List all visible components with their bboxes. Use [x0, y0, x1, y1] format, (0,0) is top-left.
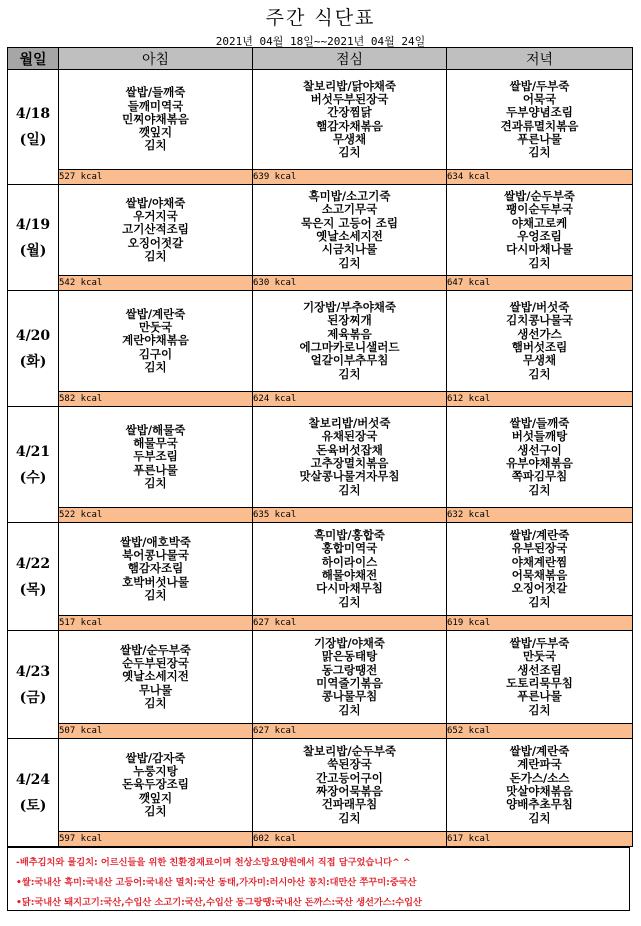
header-row [8, 48, 633, 70]
menu-item: 쌀밥/계란죽 [509, 744, 570, 759]
menu-item: 버섯두부된장국 [310, 91, 389, 106]
breakfast-cell [59, 291, 253, 392]
header-dinner: 저녁 [447, 48, 633, 70]
menu-item: 맛살콩나물겨자무침 [299, 469, 400, 484]
dinner-cell [447, 407, 633, 508]
menu-item: 누룽지탕 [133, 764, 178, 779]
breakfast-cell [59, 631, 253, 724]
menu-item: 쌀밥/감자죽 [125, 750, 186, 765]
menu-item: 기장밥/부추야채죽 [302, 300, 397, 315]
weekday-label: (금) [19, 689, 47, 706]
menu-item: 기장밥/야채죽 [314, 636, 385, 651]
day-row [8, 185, 633, 276]
kcal-value: 634 kcal [447, 170, 633, 185]
kcal-value: 635 kcal [253, 508, 447, 523]
menu-item: 유채된장국 [321, 429, 378, 444]
kcal-value: 652 kcal [447, 724, 633, 739]
menu-item: 팽이순두부국 [506, 202, 573, 217]
menu-item: 얼갈이부추무침 [310, 353, 389, 368]
menu-item: 양배추초무침 [506, 797, 573, 812]
lunch-cell [253, 291, 447, 392]
menu-item: 다시마채무침 [316, 581, 383, 596]
menu-item: 콩나물무침 [321, 689, 378, 704]
menu-item: 쌀밥/들깨죽 [125, 85, 186, 100]
menu-item: 간장찜닭 [327, 105, 372, 120]
kcal-value: 522 kcal [59, 508, 253, 523]
menu-item: 오징어젓갈 [511, 581, 568, 596]
day-row [8, 523, 633, 616]
menu-item: 쌀밥/두부죽 [509, 636, 570, 651]
kcal-value: 624 kcal [253, 392, 447, 407]
weekday-label: (토) [19, 797, 47, 814]
menu-item: 김치 [528, 810, 551, 825]
menu-item: 만둣국 [522, 649, 557, 664]
menu-item: 김치 [338, 366, 361, 381]
menu-item: 우엉조림 [517, 229, 562, 243]
menu-item: 김치 [528, 255, 551, 270]
date-cell [8, 185, 59, 291]
menu-item: 김치 [144, 587, 167, 602]
kcal-value: 527 kcal [59, 170, 253, 185]
menu-item: 김치 [144, 359, 167, 374]
menu-item: 쌀밥/계란죽 [125, 306, 186, 321]
menu-item: 해물무국 [133, 436, 178, 451]
kcal-value: 619 kcal [447, 616, 633, 631]
menu-item: 계란야채볶음 [122, 333, 189, 348]
kcal-row [8, 508, 633, 523]
menu-item: 흑미밥/소고기죽 [308, 189, 391, 204]
menu-item: 된장찌개 [327, 313, 372, 328]
menu-item: 두부양념조림 [506, 105, 573, 120]
date-label: 4/22 [15, 555, 51, 572]
menu-item: 오징어젓갈 [127, 235, 184, 250]
menu-item: 버섯들깨탕 [511, 429, 568, 444]
lunch-cell [253, 523, 447, 616]
day-row [8, 291, 633, 392]
menu-item: 푸른나물 [517, 131, 562, 146]
breakfast-cell [59, 739, 253, 832]
menu-item: 생선가스 [517, 326, 562, 341]
weekday-label: (월) [19, 242, 47, 259]
menu-item: 김치 [144, 248, 167, 263]
menu-item: 야채계란찜 [511, 554, 568, 569]
menu-item: 김치 [338, 810, 361, 825]
menu-item: 야채고로케 [511, 215, 568, 230]
date-label: 4/19 [15, 216, 51, 233]
kcal-value: 612 kcal [447, 392, 633, 407]
note-origin-1: •쌀:국내산 흑미:국내산 고등어:국내산 멸치:국산 동태,가자미:러시아산 꽁치:대만산 쭈꾸미:중국산 [16, 877, 417, 888]
menu-item: 깻잎지 [138, 125, 173, 140]
menu-item: 북어콩나물국 [122, 548, 189, 563]
menu-item: 유부야채볶음 [506, 456, 573, 470]
menu-item: 쌀밥/애호박죽 [120, 534, 191, 549]
day-row [8, 407, 633, 508]
page-title: 주간 식단표 [265, 7, 376, 29]
weekday-label: (일) [19, 132, 47, 148]
menu-item: 무생채 [522, 353, 557, 368]
breakfast-cell [59, 407, 253, 508]
breakfast-cell [59, 523, 253, 616]
date-cell [8, 631, 59, 739]
menu-item: 햄감자조림 [127, 561, 184, 576]
menu-item: 김치 [528, 594, 551, 609]
menu-item: 쌀밥/들깨죽 [509, 416, 570, 431]
date-range: 2021년 04월 18일~~2021년 04월 24일 [215, 35, 426, 48]
menu-item: 돈가스/소스 [509, 770, 570, 785]
kcal-row [8, 832, 633, 847]
menu-item: 건파래무침 [321, 797, 378, 812]
menu-item: 옛날소세지전 [316, 229, 383, 243]
day-row [8, 739, 633, 832]
menu-item: 맛살야채볶음 [506, 784, 573, 798]
menu-item: 미역줄기볶음 [316, 676, 383, 690]
menu-item: 김치 [144, 695, 167, 710]
menu-item: 돈육버섯잡채 [316, 442, 383, 457]
kcal-row [8, 724, 633, 739]
menu-item: 에그마카로니샐러드 [299, 340, 400, 354]
dinner-cell [447, 185, 633, 276]
kcal-value: 582 kcal [59, 392, 253, 407]
kcal-value: 630 kcal [253, 276, 447, 291]
menu-item: 도토리묵무침 [506, 676, 573, 690]
menu-item: 김치 [144, 475, 167, 490]
menu-item: 만둣국 [138, 320, 173, 335]
menu-item: 짜장어묵볶음 [316, 784, 383, 798]
kcal-value: 627 kcal [253, 724, 447, 739]
menu-item: 쌀밥/순두부죽 [120, 642, 191, 657]
menu-item: 소고기무국 [321, 202, 378, 217]
menu-item: 찰보리밥/버섯죽 [308, 416, 391, 431]
menu-item: 들깨미역국 [127, 98, 184, 113]
menu-item: 다시마채나물 [506, 242, 573, 257]
lunch-cell [253, 407, 447, 508]
date-label: 4/24 [15, 771, 51, 788]
menu-item: 고기산적조림 [122, 222, 189, 237]
menu-item: 김치 [338, 594, 361, 609]
menu-item: 쪽파김무침 [511, 469, 568, 484]
date-cell [8, 291, 59, 407]
menu-item: 돈육두장조림 [122, 777, 189, 792]
note-origin-2: •닭:국내산 돼지고기:국산,수입산 소고기:국산,수입산 동그랑땡:국내산 돈까스:국산 생선가스:수입산 [16, 897, 422, 908]
dinner-cell [447, 291, 633, 392]
menu-item: 두부조림 [133, 449, 178, 464]
menu-item: 쌀밥/순두부죽 [504, 189, 575, 204]
date-label: 4/23 [15, 663, 51, 680]
menu-item: 제육볶음 [327, 326, 372, 341]
kcal-value: 639 kcal [253, 170, 447, 185]
header-date: 월일 [8, 48, 59, 70]
menu-item: 우거지국 [133, 209, 178, 224]
menu-item: 고추장멸치볶음 [310, 456, 389, 470]
menu-item: 무나물 [138, 682, 173, 697]
kcal-value: 627 kcal [253, 616, 447, 631]
menu-item: 푸른나물 [517, 689, 562, 704]
menu-item: 김치 [338, 702, 361, 717]
menu-item: 김치 [338, 255, 361, 270]
menu-item: 푸른나물 [133, 462, 178, 477]
kcal-row [8, 392, 633, 407]
menu-item: 하이라이스 [321, 554, 378, 569]
menu-item: 민찌야채볶음 [122, 111, 189, 126]
weekday-label: (목) [19, 581, 47, 598]
menu-item: 김치 [528, 145, 551, 160]
menu-item: 햄감자채볶음 [316, 118, 383, 133]
lunch-cell [253, 185, 447, 276]
kcal-value: 647 kcal [447, 276, 633, 291]
menu-item: 순두부된장국 [122, 656, 189, 671]
lunch-cell [253, 631, 447, 724]
menu-item: 계란파국 [517, 757, 562, 772]
dinner-cell [447, 739, 633, 832]
menu-item: 간고등어구이 [316, 770, 383, 785]
lunch-cell [253, 70, 447, 170]
menu-item: 쌀밥/해물죽 [125, 422, 186, 437]
menu-item: 동그랑땡전 [321, 662, 378, 677]
date-cell [8, 739, 59, 847]
date-cell [8, 407, 59, 523]
menu-item: 홍합미역국 [321, 541, 378, 556]
header-lunch: 점심 [253, 48, 447, 70]
kcal-value: 617 kcal [447, 832, 633, 847]
kcal-row [8, 616, 633, 631]
menu-item: 어묵채볶음 [511, 568, 568, 582]
day-row [8, 70, 633, 170]
menu-item: 쌀밥/두부죽 [509, 78, 570, 93]
menu-item: 호박버섯나물 [122, 574, 189, 589]
lunch-cell [253, 739, 447, 832]
note-kimchi: -배추김치와 물김치: 어르신들을 위한 친환경재료이며 천상소망요양원에서 직접 담구었습니다^ ^ [16, 857, 411, 868]
menu-item: 찰보리밥/닭야채죽 [302, 78, 397, 93]
notes-box [7, 847, 630, 911]
menu-item: 김치 [338, 482, 361, 497]
menu-table [7, 47, 633, 847]
kcal-row [8, 276, 633, 291]
menu-item: 시금치나물 [321, 242, 378, 257]
menu-item: 어묵국 [522, 91, 557, 106]
kcal-row [8, 170, 633, 185]
menu-item: 김구이 [138, 346, 173, 361]
kcal-value: 542 kcal [59, 276, 253, 291]
weekday-label: (수) [19, 469, 47, 486]
menu-item: 유부된장국 [511, 541, 568, 556]
menu-item: 생선조림 [517, 662, 562, 677]
dinner-cell [447, 631, 633, 724]
header-breakfast: 아침 [59, 48, 253, 70]
date-cell [8, 70, 59, 185]
kcal-value: 517 kcal [59, 616, 253, 631]
menu-item: 찰보리밥/순두부죽 [302, 744, 397, 759]
kcal-value: 507 kcal [59, 724, 253, 739]
date-cell [8, 523, 59, 631]
menu-item: 맑은동태탕 [321, 649, 378, 664]
menu-item: 김치 [338, 145, 361, 160]
menu-item: 김치 [528, 366, 551, 381]
menu-item: 김치콩나물국 [506, 313, 573, 328]
menu-item: 견과류멸치볶음 [500, 118, 579, 133]
menu-item: 쌀밥/버섯죽 [509, 300, 570, 315]
menu-item: 쑥된장국 [327, 757, 372, 772]
kcal-value: 632 kcal [447, 508, 633, 523]
menu-item: 해물야채전 [321, 568, 378, 582]
day-row [8, 631, 633, 724]
dinner-cell [447, 70, 633, 170]
date-label: 4/18 [15, 106, 51, 122]
menu-item: 김치 [144, 138, 167, 153]
dinner-cell [447, 523, 633, 616]
menu-item: 흑미밥/홍합죽 [314, 528, 385, 543]
menu-item: 쌀밥/계란죽 [509, 528, 570, 543]
kcal-value: 597 kcal [59, 832, 253, 847]
menu-item: 깻잎지 [138, 790, 173, 805]
menu-item: 김치 [528, 482, 551, 497]
menu-item: 옛날소세지전 [122, 669, 189, 684]
date-label: 4/21 [15, 443, 51, 460]
menu-item: 김치 [528, 702, 551, 717]
breakfast-cell [59, 70, 253, 170]
date-label: 4/20 [15, 327, 51, 344]
menu-item: 묵은지 고등어 조림 [301, 215, 398, 230]
weekday-label: (화) [19, 353, 47, 370]
menu-item: 햄버섯조림 [511, 340, 568, 354]
menu-item: 생선구이 [517, 442, 562, 457]
menu-item: 무생채 [332, 131, 367, 146]
breakfast-cell [59, 185, 253, 276]
kcal-value: 602 kcal [253, 832, 447, 847]
menu-item: 쌀밥/야채죽 [125, 195, 186, 210]
menu-item: 김치 [144, 803, 167, 818]
